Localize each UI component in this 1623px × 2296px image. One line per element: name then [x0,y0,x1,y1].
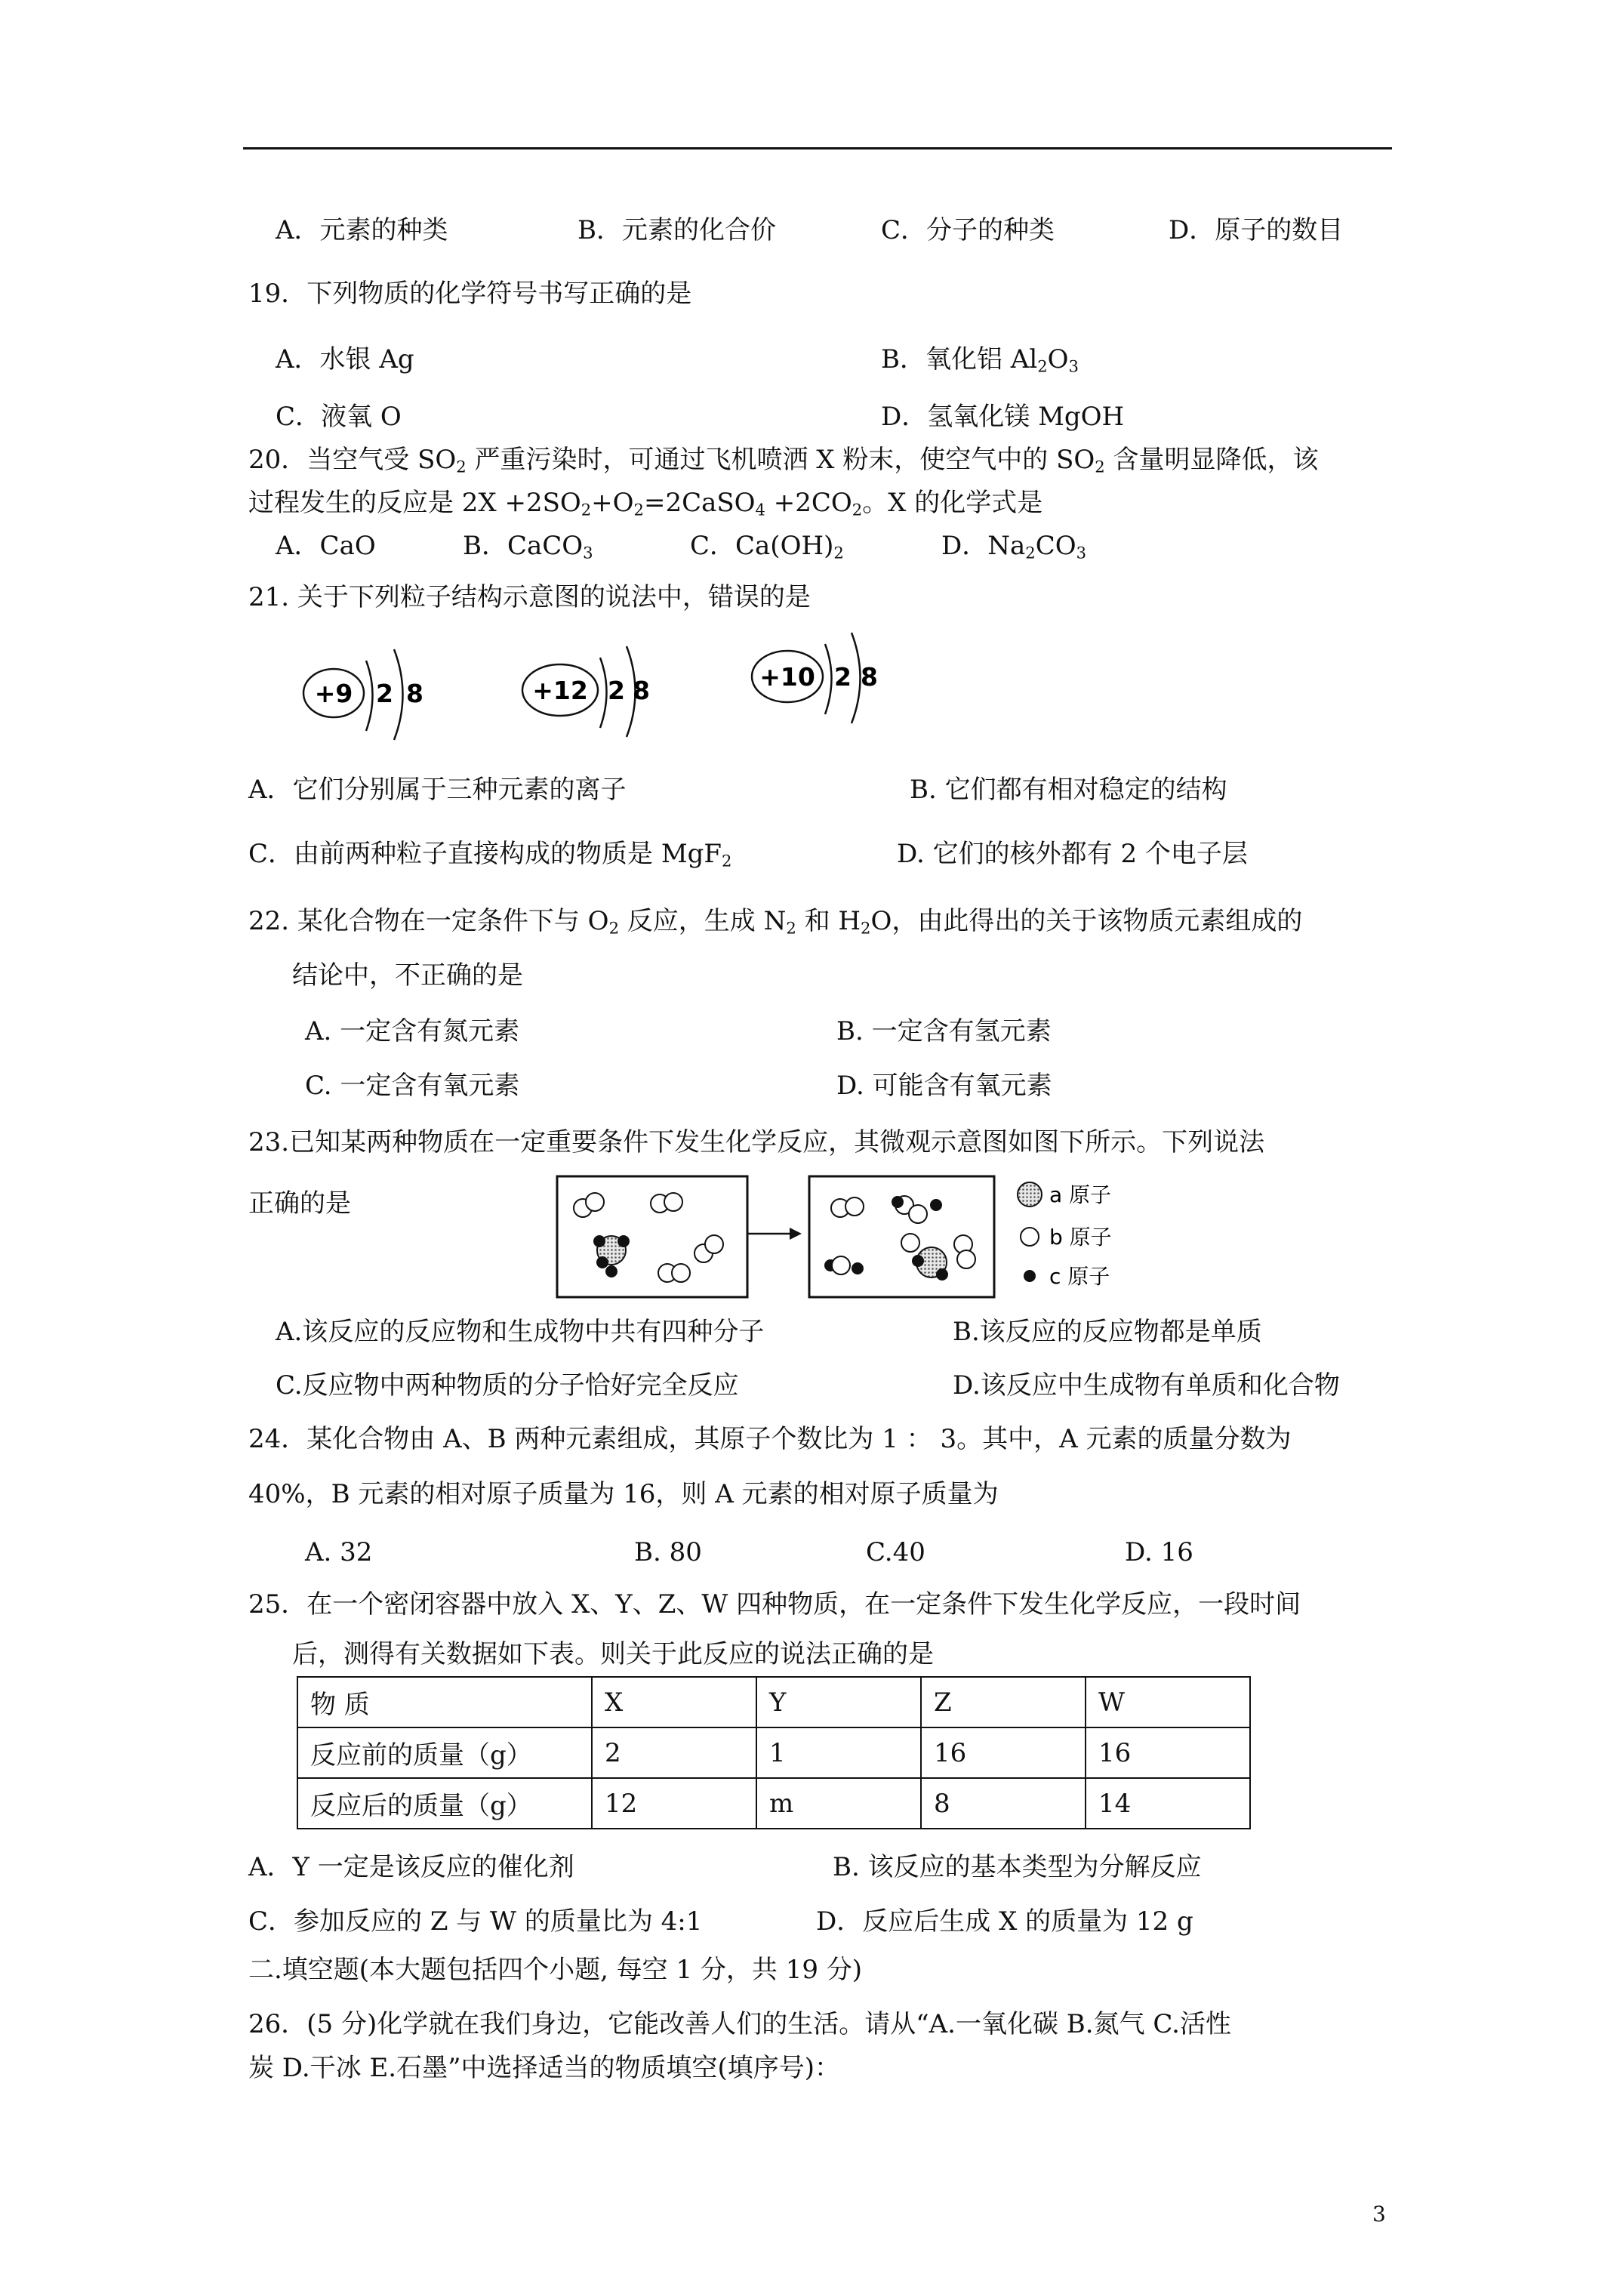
q18-option-a: A．元素的种类 [276,215,448,245]
q23-option-b: B.该反应的反应物都是单质 [953,1317,1262,1347]
legend-c-atom-icon [1024,1271,1035,1281]
product-particles [825,1196,975,1280]
q24-line-1: 24．某化合物由 A、B 两种元素组成，其原子个数比为 1 ： 3。其中，A 元素的质量分数为 [248,1424,1292,1454]
q25-option-a: A．Y 一定是该反应的催化剂 [248,1852,574,1882]
q19-stem: 19．下列物质的化学符号书写正确的是 [248,279,692,309]
ion-shell-1-label: 2 [608,676,625,705]
q20-option-a: A．CaO [276,531,376,561]
ion-nucleus-label: +12 [532,676,588,705]
reactant-particles [574,1193,723,1282]
ion-shell-1-label: 2 [376,679,393,708]
ion-shell-2-label: 8 [406,679,423,708]
q25-option-b: B. 该反应的基本类型为分解反应 [833,1852,1202,1882]
q21-stem: 21. 关于下列粒子结构示意图的说法中，错误的是 [248,582,811,612]
table-cell: 反应后的质量（g） [297,1778,592,1829]
ion-diagram-f [303,649,423,740]
legend-a-label: a 原子 [1049,1182,1112,1207]
q24-option-b: B. 80 [634,1537,702,1567]
q20-option-d: D．$Na_2CO_3$ [941,531,1087,562]
table-cell: 1 [756,1727,921,1778]
q22-option-a: A. 一定含有氮元素 [305,1016,520,1046]
q19-option-b: B．氧化铝 $Al_2O_3$ [881,344,1079,376]
arrowhead-icon [790,1228,802,1240]
q25-line-2: 后，测得有关数据如下表。则关于此反应的说法正确的是 [292,1639,934,1669]
q21-option-c: C．由前两种粒子直接构成的物质是 MgF$_2$ [248,839,732,871]
reaction-micro-diagram [550,1169,1191,1305]
q21-option-b: B. 它们都有相对稳定的结构 [910,775,1227,805]
q26-line-1: 26．(5 分)化学就在我们身边，它能改善人们的生活。请从“A.一氧化碳 B.氮气 C.活性 [248,2009,1231,2039]
table-cell: 16 [1086,1727,1250,1778]
mass-data-table [297,1676,1251,1829]
q20-option-c: C．$Ca(OH)_2$ [690,531,844,562]
q22-option-b: B. 一定含有氢元素 [836,1016,1052,1046]
q24-option-d: D. 16 [1125,1537,1193,1567]
table-header-cell: Y [756,1677,921,1727]
page-number: 3 [1372,2202,1386,2227]
q22-option-d: D. 可能含有氧元素 [836,1071,1052,1101]
table-cell: 2 [592,1727,756,1778]
q19-option-c: C．液氧 O [276,402,402,432]
q21-option-a: A．它们分别属于三种元素的离子 [248,775,627,805]
ion-nucleus-label: +10 [759,662,815,692]
table-cell: 16 [921,1727,1086,1778]
q22-line-2: 结论中，不正确的是 [292,960,523,991]
table-cell: 8 [921,1778,1086,1829]
table-header-cell: 物 质 [297,1677,592,1727]
q24-option-a: A. 32 [305,1537,373,1567]
q24-line-2: 40%，B 元素的相对原子质量为 16，则 A 元素的相对原子质量为 [248,1479,999,1509]
q23-line-1: 23.已知某两种物质在一定重要条件下发生化学反应，其微观示意图如图下所示。下列说法 [248,1127,1265,1157]
ion-diagram-ne [752,633,878,723]
table-cell: 12 [592,1778,756,1829]
q23-option-d: D.该反应中生成物有单质和化合物 [953,1370,1340,1401]
q23-line-2: 正确的是 [248,1188,351,1219]
q18-option-d: D．原子的数目 [1169,215,1344,245]
legend [1018,1182,1042,1281]
q20-option-b: B．CaCO$_3$ [463,531,593,562]
q24-option-c: C.40 [866,1537,925,1567]
legend-b-atom-icon [1021,1228,1039,1246]
ion-shell-2-label: 8 [633,676,650,705]
legend-a-atom-icon [1018,1182,1042,1207]
ion-nucleus-label: +9 [314,679,353,708]
ion-shell-2-label: 8 [861,662,878,692]
ion-structure-diagrams [287,627,891,755]
q22-line-1: 22. 某化合物在一定条件下与 $O_2$ 反应，生成 $N_2$ 和 $H_2O$，由此得出的关于该物质元素组成的 [248,906,1303,938]
q20-line-2: 过程发生的反应是 $2X +2SO_2+O_2=2CaSO_4 +2CO_2$。X 的化学式是 [248,488,1043,519]
q22-option-c: C. 一定含有氧元素 [305,1071,520,1101]
table-header-cell: X [592,1677,756,1727]
table-row [297,1778,1250,1829]
header-rule [243,147,1392,149]
q25-line-1: 25．在一个密闭容器中放入 X、Y、Z、W 四种物质，在一定条件下发生化学反应，一段时间 [248,1589,1301,1620]
q18-option-c: C．分子的种类 [881,215,1055,245]
q25-option-c: C．参加反应的 Z 与 W 的质量比为 4:1 [248,1906,703,1937]
q19-option-a: A．水银 Ag [276,344,414,374]
q20-line-1: 20．当空气受 $SO_2$ 严重污染时，可通过飞机喷洒 X 粉末，使空气中的 $SO_2$ 含量明显降低，该 [248,445,1319,476]
table-cell: 14 [1086,1778,1250,1829]
table-header-row [297,1677,1250,1727]
q19-option-d: D．氢氧化镁 MgOH [881,402,1125,432]
ion-shell-1-label: 2 [834,662,852,692]
q21-option-d: D. 它们的核外都有 2 个电子层 [897,839,1248,869]
table-header-cell: Z [921,1677,1086,1727]
table-cell: 反应前的质量（g） [297,1727,592,1778]
legend-c-label: c 原子 [1049,1264,1110,1289]
table-header-cell: W [1086,1677,1250,1727]
q26-line-2: 炭 D.干冰 E.石墨”中选择适当的物质填空(填序号)： [248,2053,841,2083]
section-heading: 二.填空题(本大题包括四个小题, 每空 1 分，共 19 分) [248,1955,863,1985]
q23-option-c: C.反应物中两种物质的分子恰好完全反应 [276,1370,739,1401]
q23-option-a: A.该反应的反应物和生成物中共有四种分子 [276,1317,765,1347]
q25-option-d: D．反应后生成 X 的质量为 12 g [816,1906,1193,1937]
q18-option-b: B．元素的化合价 [577,215,776,245]
legend-b-label: b 原子 [1049,1225,1112,1250]
table-row [297,1727,1250,1778]
table-cell: m [756,1778,921,1829]
ion-diagram-mg [522,646,650,737]
